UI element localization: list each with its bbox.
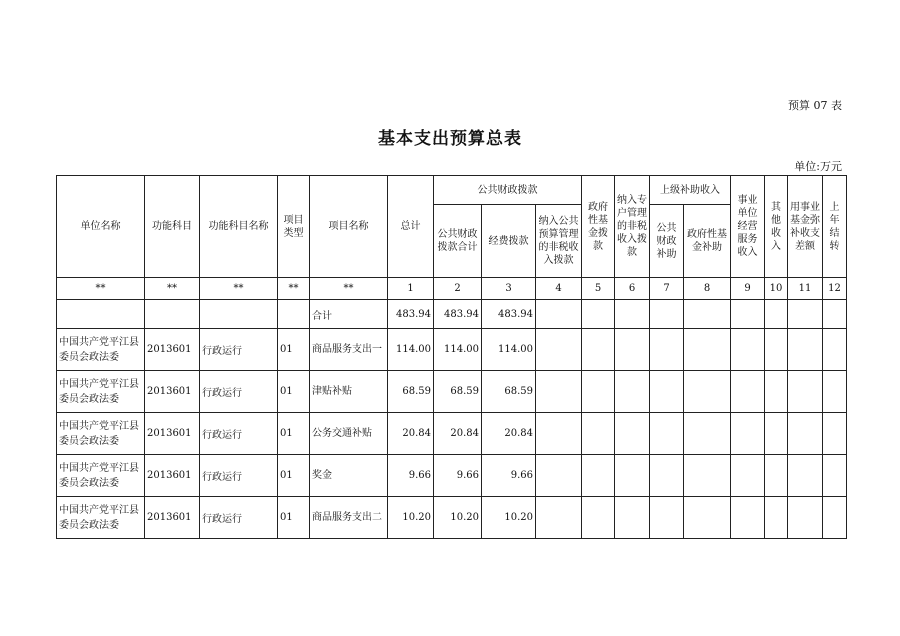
code-cell: ** [145, 278, 200, 300]
form-number: 预算 07 表 [788, 99, 842, 112]
func-name-cell: 行政运行 [200, 455, 278, 497]
type-cell: 01 [278, 455, 310, 497]
type-cell: 01 [278, 329, 310, 371]
total-fund-appropriation: 483.94 [482, 300, 536, 329]
project-cell: 奖金 [310, 455, 388, 497]
unit-cell: 中国共产党平江县委员会政法委 [57, 329, 145, 371]
total-cell: 68.59 [388, 371, 434, 413]
pf-total-cell: 10.20 [434, 497, 482, 539]
code-cell: ** [278, 278, 310, 300]
pf-total-cell: 68.59 [434, 371, 482, 413]
col-business-income: 事业单位经营服务收入 [731, 176, 765, 278]
unit-label: 单位:万元 [794, 160, 842, 173]
type-cell: 01 [278, 371, 310, 413]
col-func-subject-name: 功能科目名称 [200, 176, 278, 278]
code-cell: 8 [684, 278, 731, 300]
code-cell: 12 [823, 278, 847, 300]
code-cell: 1 [388, 278, 434, 300]
total-row [57, 300, 847, 329]
func-name-cell: 行政运行 [200, 497, 278, 539]
fund-cell: 20.84 [482, 413, 536, 455]
col-group-superior-subsidy: 上级补助收入 [650, 176, 731, 205]
func-cell: 2013601 [145, 413, 200, 455]
pf-total-cell: 114.00 [434, 329, 482, 371]
col-group-public-finance: 公共财政拨款 [434, 176, 582, 205]
col-func-subject: 功能科目 [145, 176, 200, 278]
col-carryover: 上年结转 [823, 176, 847, 278]
unit-cell: 中国共产党平江县委员会政法委 [57, 497, 145, 539]
table-row [57, 371, 847, 413]
func-cell: 2013601 [145, 329, 200, 371]
table-row [57, 497, 847, 539]
code-cell: ** [57, 278, 145, 300]
code-cell: 2 [434, 278, 482, 300]
col-project-type: 项目类型 [278, 176, 310, 278]
total-cell: 114.00 [388, 329, 434, 371]
unit-cell: 中国共产党平江县委员会政法委 [57, 371, 145, 413]
fund-cell: 10.20 [482, 497, 536, 539]
project-cell: 公务交通补贴 [310, 413, 388, 455]
fund-cell: 9.66 [482, 455, 536, 497]
code-cell: ** [200, 278, 278, 300]
col-public-finance-subsidy: 公共财政补助 [650, 205, 684, 278]
col-unit-name: 单位名称 [57, 176, 145, 278]
unit-cell: 中国共产党平江县委员会政法委 [57, 455, 145, 497]
col-non-tax-in-budget: 纳入公共预算管理的非税收入拨款 [536, 205, 582, 278]
total-label: 合计 [310, 300, 388, 329]
total-cell: 9.66 [388, 455, 434, 497]
column-code-row [57, 278, 847, 300]
code-cell: 3 [482, 278, 536, 300]
code-cell: 7 [650, 278, 684, 300]
code-cell: 4 [536, 278, 582, 300]
col-other-income: 其他收入 [765, 176, 788, 278]
code-cell: 11 [788, 278, 823, 300]
type-cell: 01 [278, 413, 310, 455]
table-row [57, 329, 847, 371]
col-fund-deficit: 用事业基金弥补收支差额 [788, 176, 823, 278]
code-cell: 6 [615, 278, 650, 300]
col-gov-fund-subsidy: 政府性基金补助 [684, 205, 731, 278]
pf-total-cell: 9.66 [434, 455, 482, 497]
func-cell: 2013601 [145, 455, 200, 497]
fund-cell: 68.59 [482, 371, 536, 413]
col-non-tax-special: 纳入专户管理的非税收入拨款 [615, 176, 650, 278]
fund-cell: 114.00 [482, 329, 536, 371]
func-name-cell: 行政运行 [200, 329, 278, 371]
total-cell: 20.84 [388, 413, 434, 455]
project-cell: 商品服务支出一 [310, 329, 388, 371]
total-public-finance: 483.94 [434, 300, 482, 329]
col-public-finance-total: 公共财政拨款合计 [434, 205, 482, 278]
col-project-name: 项目名称 [310, 176, 388, 278]
code-cell: 10 [765, 278, 788, 300]
code-cell: 9 [731, 278, 765, 300]
code-cell: ** [310, 278, 388, 300]
total-cell: 10.20 [388, 497, 434, 539]
project-cell: 津贴补贴 [310, 371, 388, 413]
project-cell: 商品服务支出二 [310, 497, 388, 539]
func-name-cell: 行政运行 [200, 413, 278, 455]
page-title: 基本支出预算总表 [378, 129, 522, 149]
func-cell: 2013601 [145, 497, 200, 539]
func-cell: 2013601 [145, 371, 200, 413]
code-cell: 5 [582, 278, 615, 300]
table-row [57, 413, 847, 455]
pf-total-cell: 20.84 [434, 413, 482, 455]
col-gov-fund: 政府性基金拨款 [582, 176, 615, 278]
col-fund-appropriation: 经费拨款 [482, 205, 536, 278]
type-cell: 01 [278, 497, 310, 539]
func-name-cell: 行政运行 [200, 371, 278, 413]
total-value: 483.94 [388, 300, 434, 329]
col-total: 总计 [388, 176, 434, 278]
budget-table [56, 175, 847, 539]
table-row [57, 455, 847, 497]
unit-cell: 中国共产党平江县委员会政法委 [57, 413, 145, 455]
